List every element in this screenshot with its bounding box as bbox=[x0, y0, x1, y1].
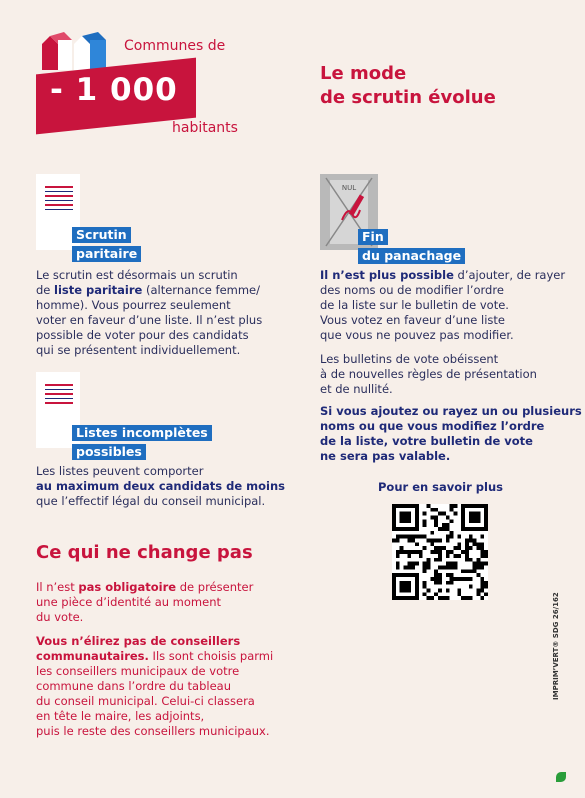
text-line: possible de voter pour des candidats bbox=[36, 328, 249, 342]
communes-label: Communes de bbox=[124, 38, 226, 54]
text-line bbox=[36, 479, 306, 494]
habitants-label: habitants bbox=[172, 120, 238, 136]
population-number: - 1 000 bbox=[50, 72, 178, 108]
text-line: Si vous ajoutez ou rayez un ou plusieurs bbox=[320, 404, 582, 418]
text-span: de bbox=[36, 283, 55, 297]
listes-tag bbox=[72, 422, 212, 460]
text-line: qui se présentent individuellement. bbox=[36, 343, 241, 357]
unchanged-paragraph-2 bbox=[36, 634, 308, 739]
text-line: que vous ne pouvez pas modifier. bbox=[320, 328, 514, 342]
fin-tag-line-1: Fin bbox=[358, 229, 388, 245]
text-line: du conseil municipal. Celui-ci classera bbox=[36, 694, 255, 708]
text-line: en tête le maire, les adjoints, bbox=[36, 709, 205, 723]
text-line: et de nullité. bbox=[320, 382, 393, 396]
text-line bbox=[36, 283, 296, 298]
bold-span: pas obligatoire bbox=[78, 580, 177, 594]
bold-span: Il n’est plus possible bbox=[320, 268, 454, 282]
text-span: de présenter bbox=[176, 580, 254, 594]
text-line: puis le reste des conseillers municipaux. bbox=[36, 724, 270, 738]
listes-tag-line-2: possibles bbox=[72, 444, 146, 460]
page-title bbox=[320, 62, 496, 110]
listes-paragraph bbox=[36, 464, 306, 509]
scrutin-tag bbox=[72, 224, 141, 262]
text-line: de la liste sur le bulletin de vote. bbox=[320, 298, 509, 312]
text-line: commune dans l’ordre du tableau bbox=[36, 679, 231, 693]
text-line: des noms ou de modifier l’ordre bbox=[320, 283, 504, 297]
qr-code-graphic bbox=[392, 504, 488, 600]
text-span: d’ajouter, de rayer bbox=[453, 268, 566, 282]
listes-tag-line-1: Listes incomplètes bbox=[72, 425, 212, 441]
unchanged-paragraph-1 bbox=[36, 580, 306, 625]
qr-code[interactable] bbox=[392, 504, 488, 600]
fin-paragraph-3 bbox=[320, 404, 582, 464]
bold-span: au maximum deux candidats de moins bbox=[36, 479, 286, 493]
more-info-label: Pour en savoir plus bbox=[378, 480, 504, 494]
text-line: les conseillers municipaux de votre bbox=[36, 664, 240, 678]
text-line: voter en faveur d’une liste. Il n’est plus bbox=[36, 313, 263, 327]
text-line: une pièce d’identité au moment bbox=[36, 595, 221, 609]
fin-tag-line-2: du panachage bbox=[358, 248, 465, 264]
leaf-icon bbox=[556, 772, 566, 782]
bold-span: Vous n’élirez pas de conseillers bbox=[36, 634, 241, 648]
title-line-1: Le mode bbox=[320, 63, 407, 84]
fin-paragraph-2 bbox=[320, 352, 580, 397]
text-line: à de nouvelles règles de présentation bbox=[320, 367, 537, 381]
ballot-nul-label: NUL bbox=[341, 184, 357, 192]
text-line: du vote. bbox=[36, 610, 84, 624]
houses-icon bbox=[40, 30, 110, 70]
text-line: noms ou que vous modifiez l’ordre bbox=[320, 419, 545, 433]
text-line: Vous votez en faveur d’une liste bbox=[320, 313, 505, 327]
text-line bbox=[36, 634, 308, 649]
text-line: ne sera pas valable. bbox=[320, 449, 451, 463]
text-line bbox=[36, 580, 306, 595]
text-span: Ils sont choisis parmi bbox=[148, 649, 274, 663]
title-line-2: de scrutin évolue bbox=[320, 87, 496, 108]
text-span: Il n’est bbox=[36, 580, 79, 594]
text-line: de la liste, votre bulletin de vote bbox=[320, 434, 533, 448]
imprint-label: IMPRIM’VERT® SDG 26/162 bbox=[552, 592, 560, 700]
bold-span: communautaires. bbox=[36, 649, 149, 663]
bold-span: liste paritaire bbox=[54, 283, 143, 297]
scrutin-tag-line-2: paritaire bbox=[72, 246, 141, 262]
scrutin-tag-line-1: Scrutin bbox=[72, 227, 131, 243]
text-line: homme). Vous pourrez seulement bbox=[36, 298, 231, 312]
fin-tag bbox=[358, 226, 465, 264]
text-line: que l’effectif légal du conseil municipal. bbox=[36, 494, 266, 508]
scrutin-paragraph bbox=[36, 268, 296, 358]
text-line: Les listes peuvent comporter bbox=[36, 464, 204, 478]
text-line bbox=[320, 268, 580, 283]
unchanged-heading: Ce qui ne change pas bbox=[36, 542, 253, 563]
text-span: (alternance femme/ bbox=[142, 283, 260, 297]
text-line bbox=[36, 649, 308, 664]
text-line: Le scrutin est désormais un scrutin bbox=[36, 268, 238, 282]
text-line: Les bulletins de vote obéissent bbox=[320, 352, 499, 366]
fin-paragraph-1 bbox=[320, 268, 580, 343]
